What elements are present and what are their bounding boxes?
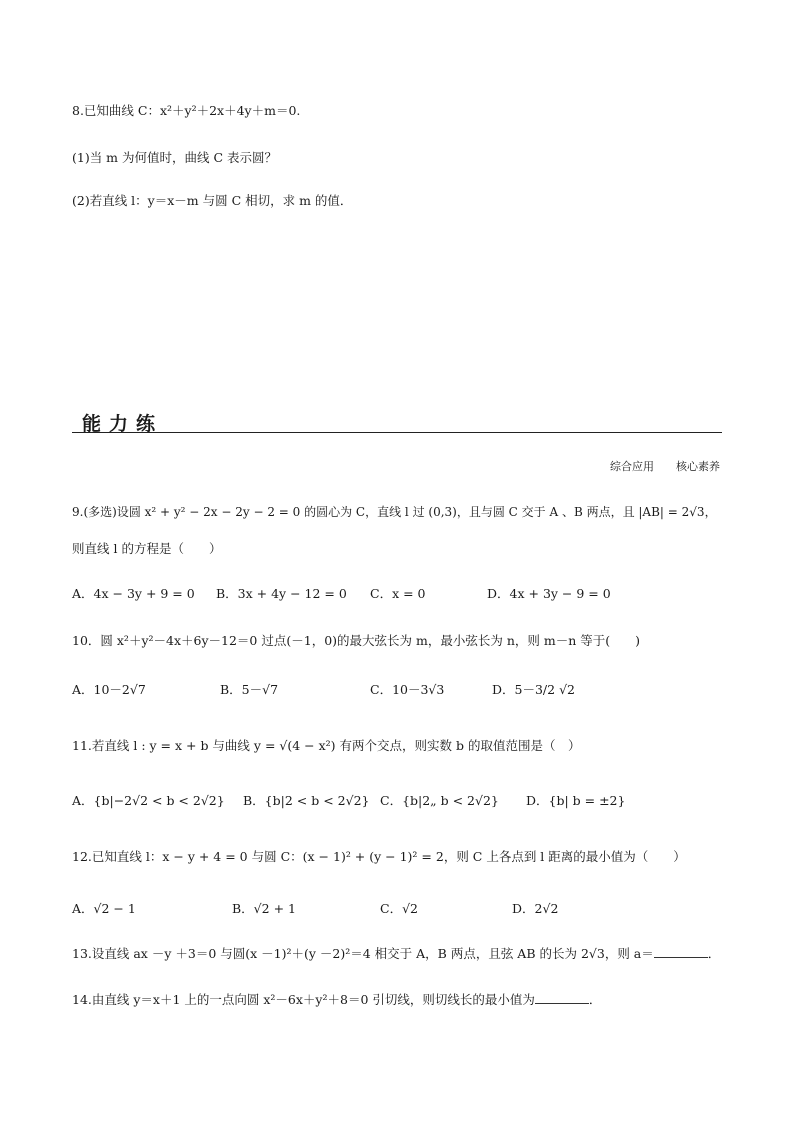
q9-option-b: B．3x + 4y − 12 = 0 [216, 586, 347, 601]
section-title: 能力练 [82, 413, 164, 435]
q11-option-d: D．{b| b = ±2} [526, 793, 626, 808]
q9-stem: 9.(多选)设圆 x² + y² − 2x − 2y − 2 = 0 的圆心为 C，直线 l 过 (0,3)，且与圆 C 交于 A 、B 两点，且 |AB| = 2√3， [72, 505, 717, 519]
q14 [72, 991, 601, 1009]
q8-stem: 8.已知曲线 C：x²＋y²＋2x＋4y＋m＝0. [72, 103, 301, 118]
q10-option-d: D．5－3/2 √2 [492, 682, 575, 697]
q11-option-b: B．{b|2 < b < 2√2} [243, 793, 370, 808]
section-divider [72, 432, 722, 433]
q8-part2: (2)若直线 l：y＝x－m 与圆 C 相切，求 m 的值． [72, 193, 353, 208]
q13-answer-blank[interactable] [654, 945, 708, 958]
q13-end: ． [707, 946, 721, 961]
q10-option-b: B．5－√7 [220, 682, 279, 697]
q11-option-a: A．{b|−2√2 < b < 2√2} [72, 793, 225, 808]
q8-part1: (1)当 m 为何值时，曲线 C 表示圆？ [72, 150, 278, 165]
q10-option-a: A．10－2√7 [72, 682, 146, 697]
q9-stem-2: 则直线 l 的方程是（ ） [72, 541, 222, 556]
q12-option-a: A．√2 − 1 [72, 901, 136, 916]
q14-end: ． [588, 992, 602, 1007]
q12-option-d: D．2√2 [512, 901, 559, 916]
q11-stem: 11.若直线 l : y = x + b 与曲线 y = √(4 − x²) 有两个交点，则实数 b 的取值范围是（ ） [72, 738, 581, 753]
q12-option-c: C．√2 [380, 901, 418, 916]
q9-option-a: A．4x − 3y + 9 = 0 [72, 586, 195, 601]
q10-stem: 10．圆 x²＋y²－4x＋6y－12＝0 过点(－1，0)的最大弦长为 m，最小弦长为 n，则 m－n 等于( ) [72, 633, 640, 648]
section-tags [588, 458, 720, 474]
q12-option-b: B．√2 + 1 [232, 901, 296, 916]
q10-option-c: C．10－3√3 [370, 682, 445, 697]
section-tag-2: 核心素养 [676, 460, 720, 473]
q13 [72, 945, 720, 963]
q14-stem: 14.由直线 y＝x＋1 上的一点向圆 x²－6x＋y²＋8＝0 引切线，则切线长的最小值为 [72, 992, 535, 1007]
q9-option-d: D．4x + 3y − 9 = 0 [487, 586, 611, 601]
section-tag-1: 综合应用 [610, 460, 654, 473]
q14-answer-blank[interactable] [535, 991, 589, 1004]
q9-option-c: C．x = 0 [370, 586, 426, 601]
q13-stem: 13.设直线 ax －y ＋3＝0 与圆(x －1)²＋(y －2)²＝4 相交于 A，B 两点，且弦 AB 的长为 2√3，则 a＝ [72, 946, 654, 961]
q11-option-c: C．{b|2„ b < 2√2} [380, 793, 499, 808]
q12-stem: 12.已知直线 l：x − y + 4 = 0 与圆 C：(x − 1)² + (y − 1)² = 2，则 C 上各点到 l 距离的最小值为（ ） [72, 849, 686, 864]
